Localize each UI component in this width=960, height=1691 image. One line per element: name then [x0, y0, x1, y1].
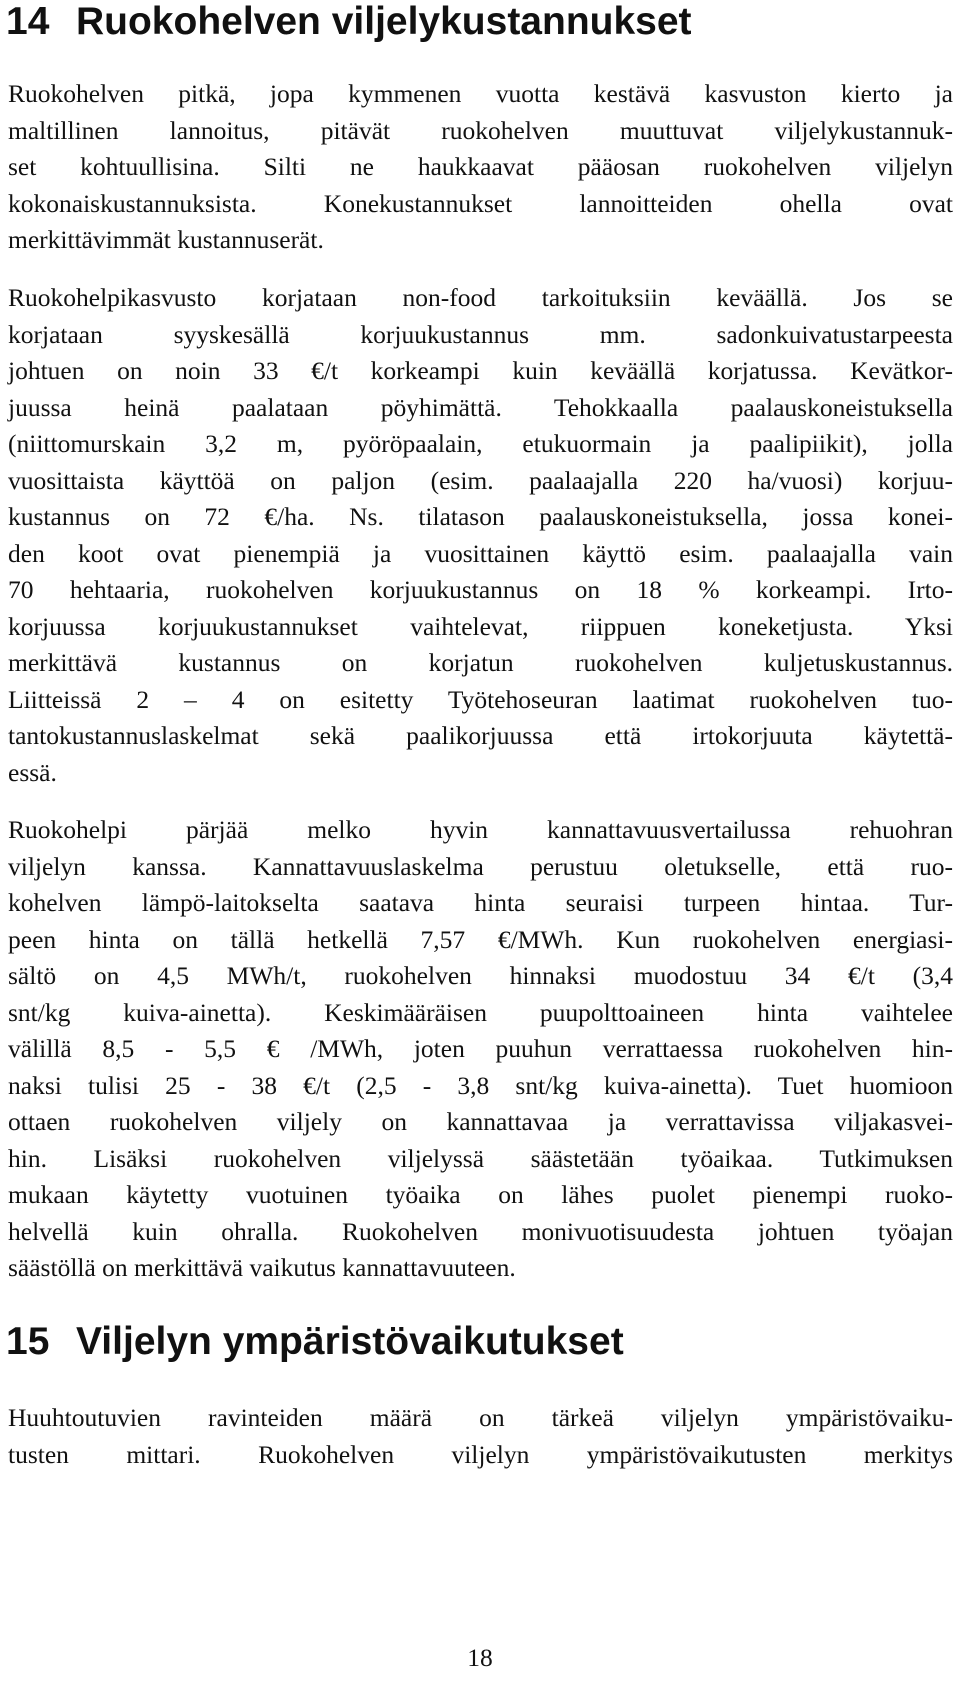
text-line: juussa heinä paalataan pöyhimättä. Tehokkaalla paalauskoneistuksella [8, 392, 953, 422]
text-line: helvellä kuin ohralla. Ruokohelven monivuotisuudesta johtuen työajan [8, 1216, 953, 1246]
text-line: korjuussa korjuukustannukset vaihtelevat, riippuen koneketjusta. Yksi [8, 611, 953, 641]
text-line: välillä 8,5 - 5,5 € /MWh, joten puuhun verrattaessa ruokohelven hin- [8, 1034, 953, 1063]
section-14-heading [6, 0, 692, 44]
text-line: hin. Lisäksi ruokohelven viljelyssä säästetään työaikaa. Tutkimuksen [8, 1143, 953, 1173]
text-line: naksi tulisi 25 - 38 €/t (2,5 - 3,8 snt/kg kuiva-ainetta). Tuet huomioon [8, 1070, 953, 1100]
text-line: peen hinta on tällä hetkellä 7,57 €/MWh. Kun ruokohelven energiasi- [8, 924, 953, 954]
paragraph [8, 76, 953, 259]
paragraph [8, 812, 953, 1287]
text-line: Ruokohelpi pärjää melko hyvin kannattavuusvertailussa rehuohran [8, 815, 953, 844]
text-line: 70 hehtaaria, ruokohelven korjuukustannus on 18 % korkeampi. Irto- [8, 575, 953, 604]
text-line: merkittävimmät kustannuserät. [8, 225, 324, 254]
text-line: Liitteissä 2 – 4 on esitetty Työtehoseuran laatimat ruokohelven tuo- [8, 684, 953, 714]
text-line: kohelven lämpö-laitokselta saatava hinta seuraisi turpeen hintaa. Tur- [8, 888, 953, 917]
text-line: maltillinen lannoitus, pitävät ruokohelven muuttuvat viljelykustannuk- [8, 115, 953, 145]
text-line: vuosittaista käyttöä on paljon (esim. paalaajalla 220 ha/vuosi) korjuu- [8, 465, 953, 495]
text-line: snt/kg kuiva-ainetta). Keskimääräisen puupolttoaineen hinta vaihtelee [8, 997, 953, 1027]
section-title: Ruokohelven viljelykustannukset [76, 0, 692, 43]
text-line: kokonaiskustannuksista. Konekustannukset lannoitteiden ohella ovat [8, 188, 953, 218]
text-line: set kohtuullisina. Silti ne haukkaavat pääosan ruokohelven viljelyn [8, 152, 953, 181]
text-line: Huuhtoutuvien ravinteiden määrä on tärkeä viljelyn ympäristövaiku- [8, 1403, 953, 1432]
text-line: (niittomurskain 3,2 m, pyöröpaalain, etukuormain ja paalipiikit), jolla [8, 429, 953, 458]
text-line: essä. [8, 757, 57, 787]
section-15-heading [6, 1320, 624, 1364]
text-line: tantokustannuslaskelmat sekä paalikorjuussa että irtokorjuuta käytettä- [8, 721, 953, 750]
text-line: viljelyn kanssa. Kannattavuuslaskelma perustuu oletukselle, että ruo- [8, 851, 953, 881]
text-line: johtuen on noin 33 €/t korkeampi kuin keväällä korjatussa. Kevätkor- [8, 356, 953, 385]
text-line: Ruokohelven pitkä, jopa kymmenen vuotta kestävä kasvuston kierto ja [8, 79, 953, 108]
text-line: korjataan syyskesällä korjuukustannus mm. sadonkuivatustarpeesta [8, 319, 953, 349]
section-number: 15 [6, 1320, 50, 1363]
paragraph [8, 280, 953, 791]
section-number: 14 [6, 0, 50, 43]
text-line: ottaen ruokohelven viljely on kannattavaa ja verrattavissa viljakasvei- [8, 1107, 953, 1136]
text-line: Ruokohelpikasvusto korjataan non-food tarkoituksiin keväällä. Jos se [8, 283, 953, 312]
paragraph [8, 1400, 953, 1473]
section-title: Viljelyn ympäristövaikutukset [76, 1320, 624, 1363]
text-line: säästöllä on merkittävä vaikutus kannattavuuteen. [8, 1253, 516, 1282]
text-line: sältö on 4,5 MWh/t, ruokohelven hinnaksi muodostuu 34 €/t (3,4 [8, 961, 953, 990]
text-line: kustannus on 72 €/ha. Ns. tilatason paalauskoneistuksella, jossa konei- [8, 502, 953, 531]
text-line: tusten mittari. Ruokohelven viljelyn ympäristövaikutusten merkitys [8, 1439, 953, 1469]
text-line: den koot ovat pienempiä ja vuosittainen käyttö esim. paalaajalla vain [8, 538, 953, 568]
text-line: merkittävä kustannus on korjatun ruokohelven kuljetuskustannus. [8, 648, 953, 677]
page-number: 18 [467, 1643, 493, 1672]
text-line: mukaan käytetty vuotuinen työaika on lähes puolet pienempi ruoko- [8, 1180, 953, 1209]
